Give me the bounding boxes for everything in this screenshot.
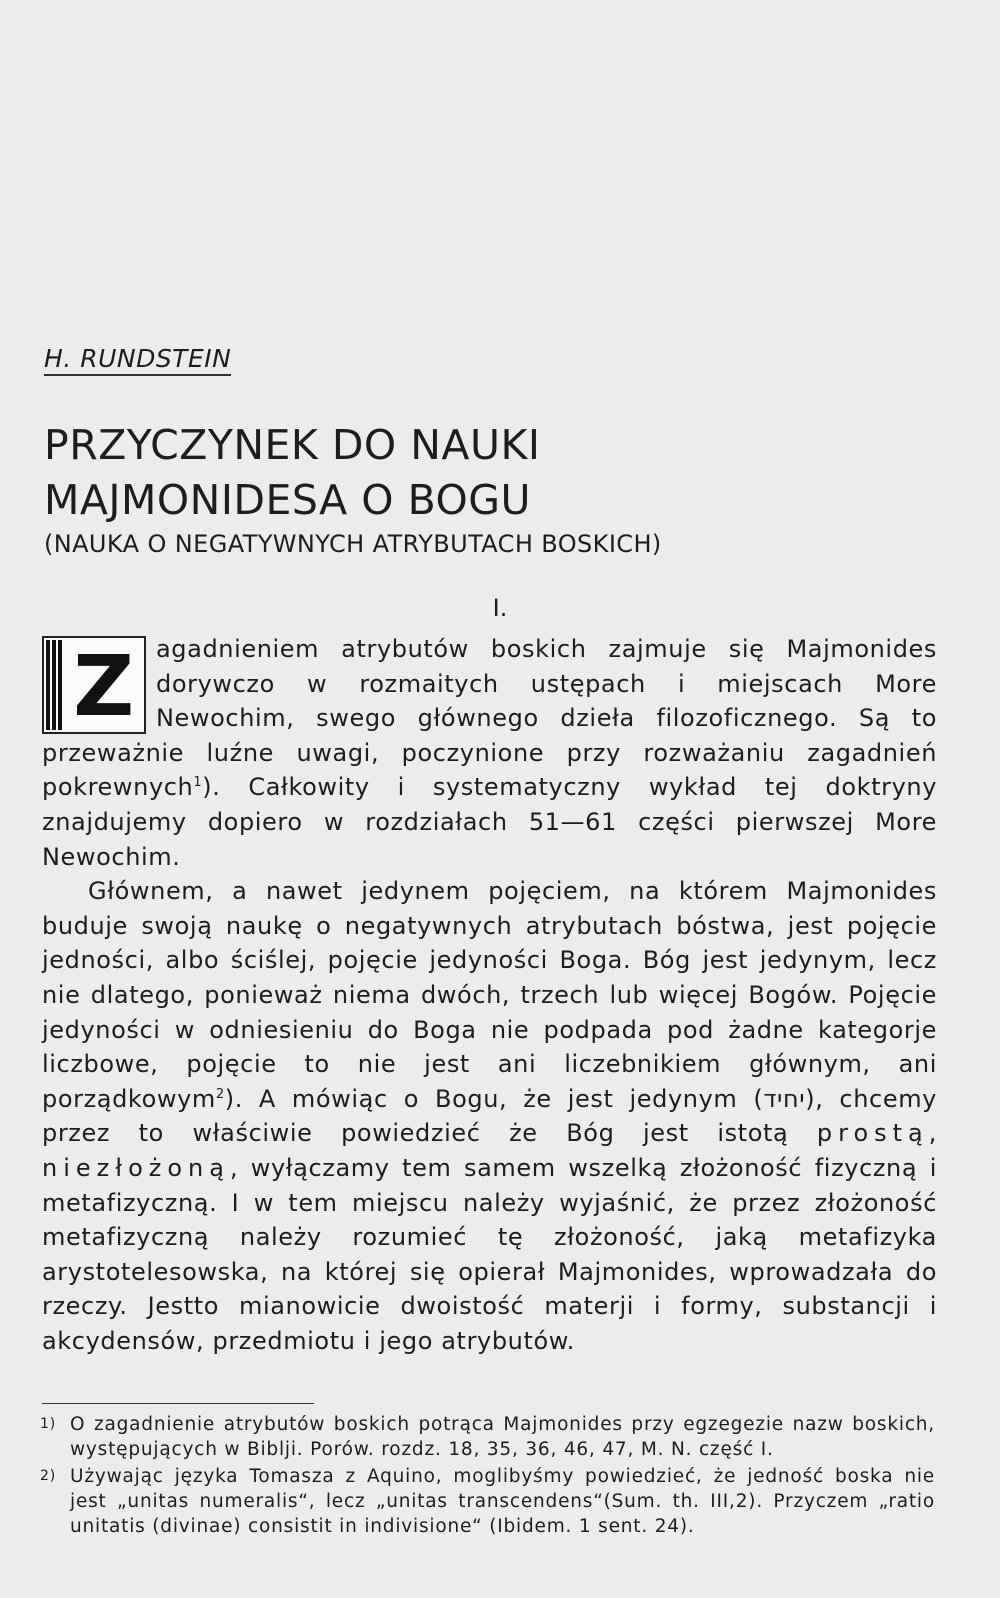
article-body <box>42 632 937 1358</box>
spaced-word-prosta: prostą <box>816 1119 929 1148</box>
article-title <box>44 418 944 528</box>
article-subtitle: (NAUKA O NEGATYWNYCH ATRYBUTACH BOSKICH) <box>44 530 662 558</box>
title-line-2: MAJMONIDESA O BOGU <box>44 476 532 524</box>
paragraph-2 <box>42 874 937 1358</box>
footnote-ref-1: 1 <box>193 775 203 791</box>
paragraph-2-text-c: ), chcemy przez to właściwie powiedzieć że Bóg jest istotą <box>42 1084 937 1148</box>
drop-cap <box>42 636 146 734</box>
drop-cap-ornament <box>46 640 64 730</box>
footnote-divider <box>42 1403 314 1404</box>
hebrew-word: יחיד <box>763 1084 806 1113</box>
paragraph-2-text-b: ). A mówiąc o Bogu, że jest jedynym ( <box>224 1084 764 1113</box>
author-name: H. RUNDSTEIN <box>44 344 231 376</box>
paragraph-2-text-e: , wyłączamy tem samem wszelką złożoność fizyczną i metafizyczną. I w tem miejscu należy wyjaśnić, że przez złożoność metafizyczną należy rozumieć tę złożoność, jaką metafizyka arystotelesowska, na której się opierał Majmonides, wprowadzała do rzeczy. Jestto mianowicie dwoistość materji i formy, substancji i akcydensów, przedmiotu i jego atrybutów. <box>42 1153 937 1355</box>
title-line-1: PRZYCZYNEK DO NAUKI <box>44 421 541 469</box>
paragraph-2-text-d: , <box>928 1119 937 1148</box>
paragraph-1 <box>42 632 937 874</box>
section-number: I. <box>492 594 508 622</box>
footnote-2-mark: 2) <box>40 1468 56 1484</box>
spaced-word-niezlozona: niezłożoną <box>42 1153 230 1182</box>
footnote-2 <box>40 1464 935 1539</box>
footnote-2-text: Używając języka Tomasza z Aquino, moglibyśmy powiedzieć, że jedność boska nie jest „unitas numeralis“, lecz „unitas transcendens“(Sum. th. III,2). Przyczem „ratio unitatis (divinae) consistit in indivisione“ (Ibidem. 1 sent. 24). <box>70 1466 935 1537</box>
footnote-1-text: O zagadnienie atrybutów boskich potrąca Majmonides przy egzegezie nazw boskich, występujących w Biblji. Porów. rozdz. 18, 35, 36, 46, 47, M. N. część I. <box>70 1414 935 1460</box>
drop-cap-letter: Z <box>73 637 135 735</box>
footnote-ref-2: 2 <box>215 1086 225 1102</box>
footnotes <box>40 1412 935 1541</box>
paragraph-1-text-a: agadnieniem atrybutów boskich zajmuje się Majmonides dorywczo w rozmaitych ustępach i miejscach More Newochim, swego głównego dzieła filozoficznego. Są to przeważnie luźne uwagi, poczynione przy rozważaniu zagadnień pokrewnych <box>42 635 937 802</box>
footnote-1-mark: 1) <box>40 1416 56 1432</box>
paragraph-2-text-a: Głównem, a nawet jedynem pojęciem, na którem Majmonides buduje swoją naukę o negatywnych atrybutach bóstwa, jest pojęcie jedności, albo ściślej, pojęcie jedyności Boga. Bóg jest jedynym, lecz nie dlatego, ponieważ niema dwóch, trzech lub więcej Bogów. Pojęcie jedyności w odniesieniu do Boga nie podpada pod żadne kategorje liczbowe, pojęcie to nie jest ani liczebnikiem głównym, ani porządkowym <box>42 877 937 1113</box>
paragraph-1-text-b: ). Całkowity i systematyczny wykład tej doktryny znajdujemy dopiero w rozdziałach 51—61 części pierwszej More Newochim. <box>42 773 937 871</box>
footnote-1 <box>40 1412 935 1462</box>
